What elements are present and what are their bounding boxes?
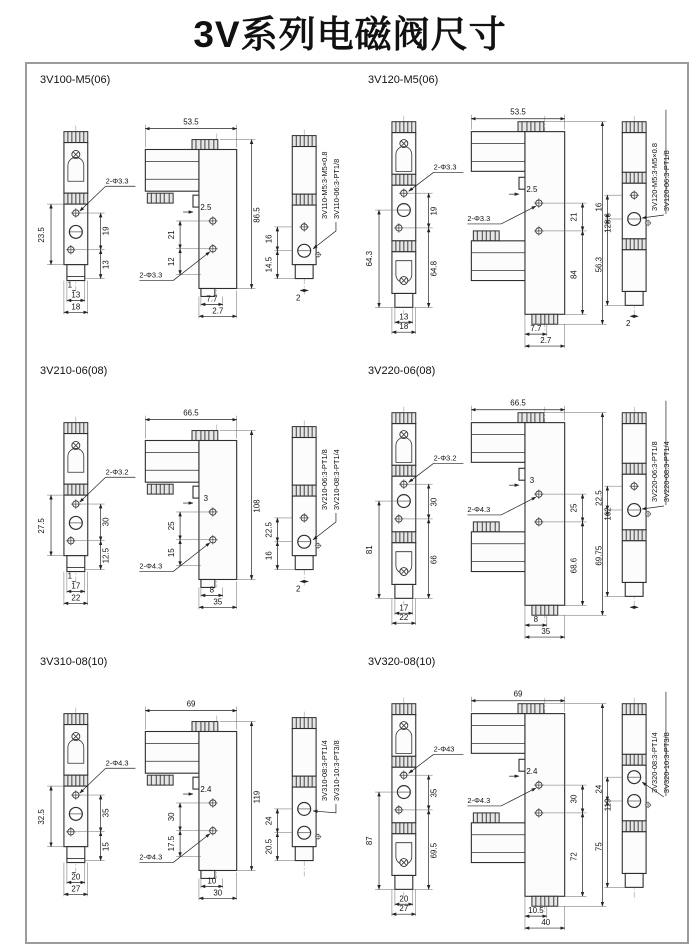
port-spec-label: 3V220-06:3-PT1/8 xyxy=(650,441,660,503)
dim-label: 68.6 xyxy=(569,557,579,574)
panel-grid xyxy=(28,66,684,938)
front-view-drawing xyxy=(467,108,612,348)
front-view-drawing xyxy=(139,118,261,319)
left-view-drawing xyxy=(37,417,135,606)
hole-callout: 2-Φ3.2 xyxy=(105,467,129,477)
dim-label: 12 xyxy=(167,257,177,267)
side-view-drawing xyxy=(594,110,671,328)
dim-label: 27.5 xyxy=(37,518,47,534)
dim-label: 20 xyxy=(71,872,81,882)
dim-label: 19 xyxy=(429,206,439,216)
front-view-drawing xyxy=(467,399,612,639)
dim-label: 8 xyxy=(209,585,215,595)
dim-label: 25 xyxy=(167,521,177,531)
dim-label: 30 xyxy=(213,888,223,898)
panel-3v120 xyxy=(356,66,684,357)
dim-label: 13 xyxy=(101,260,111,270)
dim-label: 25 xyxy=(569,503,579,513)
dim-label: 20.5 xyxy=(264,838,274,855)
side-view-drawing xyxy=(594,692,671,900)
dim-label: 22.5 xyxy=(594,490,604,506)
hole-callout: 2-Φ4.3 xyxy=(105,758,129,768)
dim-label: 15 xyxy=(101,842,111,852)
dim-label: 13 xyxy=(71,290,81,300)
left-view-drawing xyxy=(365,698,463,916)
dim-label: 15 xyxy=(167,548,177,558)
dim-label: 66.5 xyxy=(510,398,526,408)
dim-label: 40 xyxy=(541,918,551,928)
dim-label: 7.7 xyxy=(530,324,542,334)
dim-label: 24 xyxy=(594,784,604,794)
dim-label: 2.4 xyxy=(526,767,538,777)
dim-label: 24 xyxy=(264,816,274,826)
dim-label: 119 xyxy=(603,798,613,812)
front-view-drawing xyxy=(139,409,261,610)
left-view-drawing xyxy=(37,708,135,897)
dim-label: 23.5 xyxy=(37,227,47,243)
dim-label: 22.5 xyxy=(264,522,274,538)
valve-drawing-3v210 xyxy=(28,371,356,647)
dim-label: 69.5 xyxy=(429,842,439,859)
dim-label: 10.5 xyxy=(528,906,544,916)
side-view-drawing xyxy=(594,401,671,609)
hole-callout: 2-Φ3.3 xyxy=(433,162,457,172)
dim-label: 18 xyxy=(399,322,409,332)
panel-title: 3V120-M5(06) xyxy=(368,74,439,86)
port-spec-label: 3V120-M5:3-M5×0.8 xyxy=(650,143,660,212)
dim-label: 30 xyxy=(167,812,177,822)
front-view-drawing xyxy=(139,700,261,901)
dim-label: 35 xyxy=(429,788,439,798)
dim-label: 81 xyxy=(365,545,375,555)
port-spec-label: 3V120-06:3-PT1/8 xyxy=(661,150,671,212)
dim-label: 35 xyxy=(101,808,111,818)
dim-label: 3 xyxy=(203,494,209,504)
panel-title: 3V100-M5(06) xyxy=(40,74,111,86)
dim-label: 27 xyxy=(399,904,409,914)
dim-label: 162 xyxy=(603,507,613,521)
port-spec-label: 3V310-10:3-PT3/8 xyxy=(331,740,341,801)
left-view-drawing xyxy=(37,126,135,315)
dim-label: 8 xyxy=(533,615,539,625)
dim-label: 53.5 xyxy=(510,107,526,117)
dim-label: 16 xyxy=(264,234,274,244)
hole-callout: 2-Φ4.3 xyxy=(467,795,491,805)
panel-3v220 xyxy=(356,357,684,648)
page-title: 3V系列电磁阀尺寸 xyxy=(193,14,507,55)
dim-label: 75 xyxy=(594,842,604,852)
hole-callout: 2-Φ4.3 xyxy=(139,561,163,571)
dim-label: 69 xyxy=(513,689,523,699)
panel-title: 3V310-08(10) xyxy=(40,656,108,668)
dim-label: 72 xyxy=(569,852,579,862)
dim-label: 2.7 xyxy=(540,336,552,346)
hole-callout: 2-Φ3.3 xyxy=(139,270,163,280)
panel-3v100 xyxy=(28,66,356,357)
dim-label: 2.7 xyxy=(212,306,224,316)
valve-drawing-3v220 xyxy=(356,371,684,647)
dim-label: 66 xyxy=(429,555,439,565)
dim-label: 69.75 xyxy=(594,545,604,566)
hole-callout: 2-Φ3.3 xyxy=(467,213,491,223)
dim-label: 119 xyxy=(252,790,262,804)
panel-3v310 xyxy=(28,648,356,938)
port-spec-label: 3V310-08:3-PT1/4 xyxy=(320,740,330,801)
dim-label: 64.8 xyxy=(429,260,439,277)
dim-label: 20 xyxy=(399,894,409,904)
dim-label: 21 xyxy=(167,230,177,240)
dim-label: 17 xyxy=(71,581,81,591)
dim-label: 3 xyxy=(529,476,535,486)
dim-label: 22 xyxy=(71,593,81,603)
dim-label: 7.7 xyxy=(206,294,218,304)
dim-label: 2.5 xyxy=(526,185,538,195)
dim-label: 87 xyxy=(365,836,375,846)
left-view-drawing xyxy=(365,116,463,334)
dim-label: 1 xyxy=(67,280,73,290)
hole-callout: 2-Φ4.3 xyxy=(467,504,491,514)
side-view-drawing xyxy=(264,130,341,303)
dim-label: 64.3 xyxy=(365,250,375,267)
dim-label: 56.3 xyxy=(594,256,604,273)
dim-label: 2.4 xyxy=(200,785,212,795)
dim-label: 1 xyxy=(67,571,73,581)
panel-3v210 xyxy=(28,357,356,648)
dim-label: 30 xyxy=(101,517,111,527)
hole-callout: 2-Φ43 xyxy=(433,744,455,754)
valve-drawing-3v320 xyxy=(356,662,684,938)
dim-label: 35 xyxy=(541,627,551,637)
dim-label: 2 xyxy=(296,293,301,303)
dim-label: 84 xyxy=(569,270,579,280)
port-spec-label: 3V320-08:3-PT1/4 xyxy=(650,732,660,794)
port-spec-label: 3V220-08:3-PT1/4 xyxy=(661,441,671,503)
dim-label: 30 xyxy=(429,497,439,507)
hole-callout: 2-Φ4.3 xyxy=(139,852,163,862)
valve-drawing-3v120 xyxy=(356,80,684,356)
dim-label: 32.5 xyxy=(37,809,47,825)
dim-label: 19 xyxy=(101,226,111,236)
hole-callout: 2-Φ3.3 xyxy=(105,176,129,186)
dim-label: 13 xyxy=(399,312,409,322)
dim-label: 2.5 xyxy=(200,203,212,213)
drawing-sheet-border xyxy=(25,62,689,944)
valve-drawing-3v100 xyxy=(28,80,356,356)
panel-title: 3V220-06(08) xyxy=(368,365,436,377)
dim-label: 16 xyxy=(594,202,604,212)
front-view-drawing xyxy=(467,690,612,930)
dim-label: 86.5 xyxy=(252,207,262,223)
dim-label: 66.5 xyxy=(183,408,199,418)
dim-label: 108 xyxy=(252,499,262,513)
dim-label: 12.5 xyxy=(101,547,111,564)
dim-label: 17 xyxy=(399,603,409,613)
panel-3v320 xyxy=(356,648,684,938)
port-spec-label: 3V110-06:3-PT1/8 xyxy=(331,158,341,219)
dim-label: 27 xyxy=(71,884,81,894)
port-spec-label: 3V320-10:3-PT3/8 xyxy=(661,732,671,794)
port-spec-label: 3V210-08:3-PT1/4 xyxy=(331,449,341,510)
left-view-drawing xyxy=(365,407,463,625)
dim-label: 69 xyxy=(186,699,196,709)
hole-callout: 2-Φ3.2 xyxy=(433,453,457,463)
dim-label: 16 xyxy=(264,551,274,561)
side-view-drawing xyxy=(264,712,341,877)
valve-drawing-3v310 xyxy=(28,662,356,938)
dim-label: 53.5 xyxy=(183,117,199,127)
dim-label: 18 xyxy=(71,302,81,312)
dim-label: 2 xyxy=(296,584,301,594)
dim-label: 35 xyxy=(213,597,223,607)
panel-title: 3V320-08(10) xyxy=(368,656,436,668)
port-spec-label: 3V110-M5:3-M5×0.8 xyxy=(320,151,330,219)
dim-label: 2 xyxy=(626,319,631,329)
panel-title: 3V210-06(08) xyxy=(40,365,108,377)
dim-label: 14.5 xyxy=(264,256,274,273)
dim-label: 22 xyxy=(399,613,409,623)
port-spec-label: 3V210-06:3-PT1/8 xyxy=(320,449,330,510)
dim-label: 21 xyxy=(569,212,579,222)
dim-label: 30 xyxy=(569,794,579,804)
dim-label: 10 xyxy=(207,876,217,886)
side-view-drawing xyxy=(264,421,341,594)
dim-label: 17.5 xyxy=(167,835,177,852)
dim-label: 128.6 xyxy=(603,213,613,233)
